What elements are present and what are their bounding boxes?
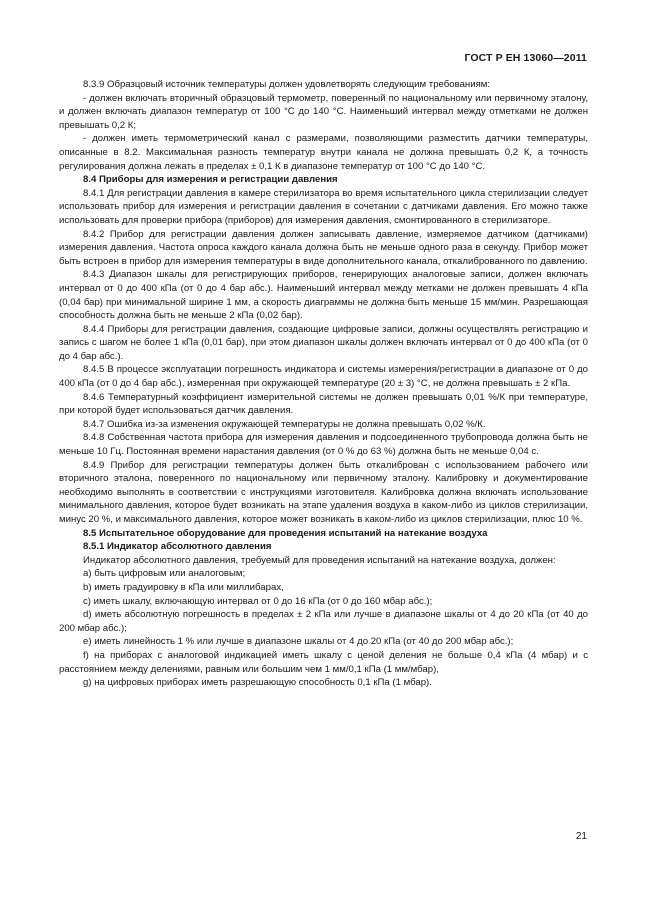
paragraph: 8.4.1 Для регистрации давления в камере стерилизатора во время испытательного цикла стерилизации следует использовать прибор для измерения и регистрации давления в сочетании с датчиками давления. Его можно также использовать для проверки прибора (приборов) для измерения давления, смонтированного в стерилизаторе. [59, 187, 588, 226]
paragraph: 8.4.8 Собственная частота прибора для измерения давления и подсоединенного трубопровода должна быть не меньше 10 Гц. Постоянная времени нарастания давления (от 0 % до 63 %) должна быть не меньше 0,04 с. [59, 432, 588, 458]
document-body [59, 78, 588, 690]
paragraph: 8.4.2 Прибор для регистрации давления должен записывать давление, измеряемое датчиком (датчиками) измерения давления. Частота опроса каждого канала должна быть не меньше одного раза в секунду. Прибор может быть встроен в прибор для измерения температуры в виде дополнительного канала, откалиброванного по давлению. [59, 228, 588, 267]
paragraph: Индикатор абсолютного давления, требуемый для проведения испытаний на натекание воздуха, должен: [83, 554, 556, 566]
paragraph: a) быть цифровым или аналоговым; [83, 568, 246, 580]
paragraph: 8.4.3 Диапазон шкалы для регистрирующих приборов, генерирующих аналоговые записи, должен включать интервал от 0 до 400 кПа (от 0 до 4 бар абс.). Наименьший интервал между метками не должен превышать 4 кПа (0,04 бар) при минимальной ширине 1 мм, а скорость диаграммы не должна быть меньше 15 мм/мин. Разрешающая способность должна быть не меньше 2 кПа (0,02 бар). [59, 269, 588, 322]
section-heading: 8.5.1 Индикатор абсолютного давления [83, 541, 272, 553]
section-heading: 8.5 Испытательное оборудование для проведения испытаний на натекание воздуха [83, 527, 488, 539]
paragraph: - должен иметь термометрический канал с размерами, позволяющими разместить датчики температуры, описанные в 8.2. Максимальная разность температур внутри канала не должна превышать 0,2 К, а точность регулирования должна лежать в пределах ± 0,1 К в диапазоне температур от 100 °С до 140 °С. [59, 133, 588, 172]
paragraph: 8.4.9 Прибор для регистрации температуры должен быть откалиброван с использованием рабочего или вторичного эталона, поверенного по национальному или первичному эталону. Калибровку и документирование необходимо выполнять в соответствии с инструкциями изготовителя. Калибровка должна включать использование минимального давления, которое будет возникать на этапе удаления воздуха в каком-либо из циклов стерилизации, минус 20 %, и максимального давления, которое может возникать в каком-либо из циклов стерилизации, плюс 10 %. [59, 459, 588, 525]
paragraph: 8.4.6 Температурный коэффициент измерительной системы не должен превышать 0,01 %/К при температуре, при которой будет использоваться датчик давления. [59, 391, 588, 417]
paragraph: b) иметь градуировку в кПа или миллибарах, [83, 581, 284, 593]
document-header: ГОСТ Р ЕН 13060—2011 [464, 52, 587, 64]
paragraph: e) иметь линейность 1 % или лучше в диапазоне шкалы от 4 до 20 кПа (от 40 до 200 мбар абс.); [83, 636, 514, 648]
paragraph: 8.4.7 Ошибка из-за изменения окружающей температуры не должна превышать 0,02 %/К. [83, 418, 486, 430]
paragraph: f) на приборах с аналоговой индикацией иметь шкалу с ценой деления не больше 0,4 кПа (4 мбар) и с расстоянием между делениями, равным или большим чем 1 мм/0,1 кПа (1 мм/мбар), [59, 649, 588, 675]
section-heading: 8.4 Приборы для измерения и регистрации давления [83, 174, 338, 186]
page-number: 21 [575, 831, 587, 842]
paragraph: c) иметь шкалу, включающую интервал от 0 до 16 кПа (от 0 до 160 мбар абс.); [83, 595, 433, 607]
paragraph: 8.4.4 Приборы для регистрации давления, создающие цифровые записи, должны осуществлять регистрацию и запись с шагом не более 1 кПа (0,01 бар), при этом диапазон шкалы должен включать интервал от 0 до 400 кПа (от 0 до 4 бар абс.). [59, 323, 588, 362]
paragraph: d) иметь абсолютную погрешность в пределах ± 2 кПа или лучше в диапазоне шкалы от 4 до 20 кПа (от 40 до 200 мбар абс.); [59, 609, 588, 634]
paragraph: g) на цифровых приборах иметь разрешающую способность 0,1 кПа (1 мбар). [83, 677, 432, 689]
paragraph: - должен включать вторичный образцовый термометр, поверенный по национальному или первичному эталону, и должен включать диапазон температур от 100 °С до 140 °С. Наименьший интервал между отметками не должен превышать 0,2 К; [59, 92, 588, 131]
paragraph: 8.3.9 Образцовый источник температуры должен удовлетворять следующим требованиям: [83, 79, 491, 90]
paragraph: 8.4.5 В процессе эксплуатации погрешность индикатора и системы измерения/регистрации в диапазоне от 0 до 400 кПа (от 0 до 4 бар абс.), измеренная при окружающей температуре (20 ± 3) °С, не должна превышать ± 2 кПа. [59, 364, 588, 390]
